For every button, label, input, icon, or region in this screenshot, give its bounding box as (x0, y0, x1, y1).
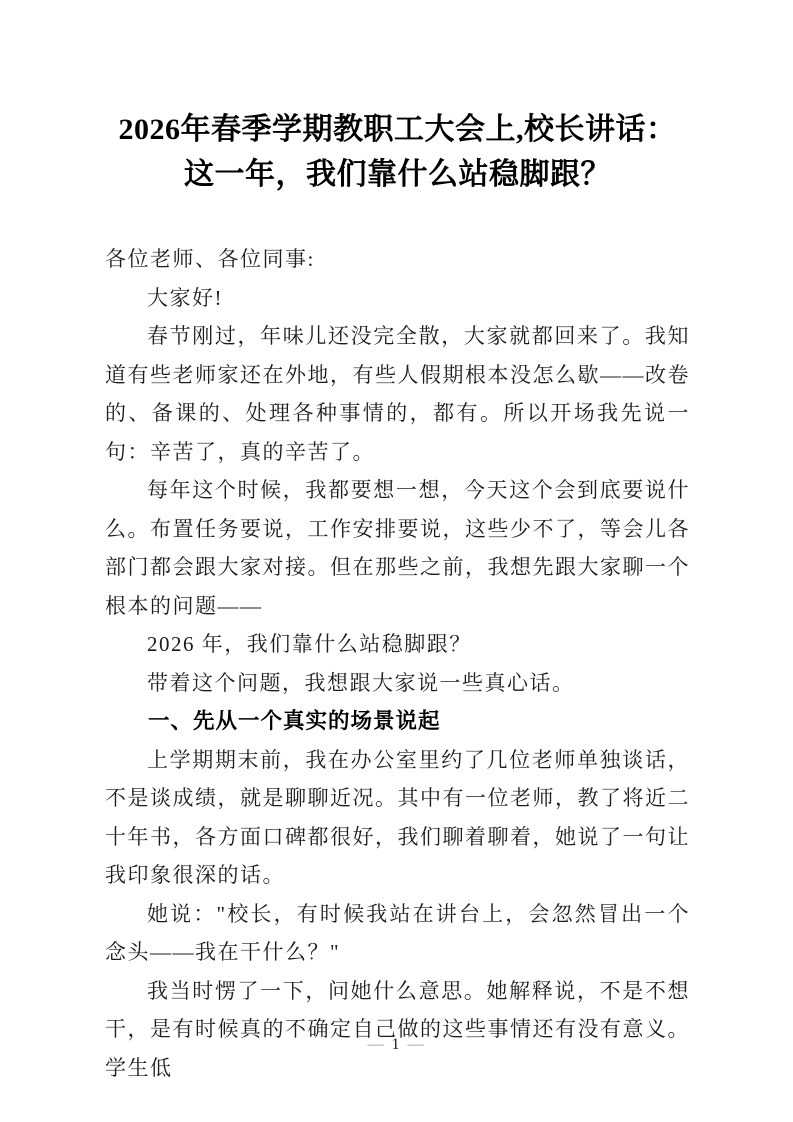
page-footer (0, 1036, 793, 1054)
footer-dash-right: — (407, 1036, 426, 1053)
paragraph: 我当时愣了一下，问她什么意思。她解释说，不是不想干，是有时候真的不确定自己做的这些事情还有没有意义。学生低 (105, 978, 690, 1080)
page-number: 1 (391, 1036, 402, 1053)
document-body (105, 240, 690, 1087)
footer-dash-left: — (367, 1036, 386, 1053)
paragraph: 带着这个问题，我想跟大家说一些真心话。 (147, 670, 575, 695)
title-line-2: 这一年，我们靠什么站稳脚跟？ (184, 158, 611, 191)
paragraph: 每年这个时候，我都要想一想，今天这个会到底要说什么。布置任务要说，工作安排要说，这些少不了，等会儿各部门都会跟大家对接。但在那些之前，我想先跟大家聊一个根本的问题—— (105, 478, 690, 618)
section-heading: 一、先从一个真实的场景说起 (148, 709, 441, 733)
paragraph: 2026 年，我们靠什么站稳脚跟？ (147, 632, 472, 656)
paragraph: 春节刚过，年味儿还没完全散，大家就都回来了。我知道有些老师家还在外地，有些人假期根本没怎么歇——改卷的、备课的、处理各种事情的，都有。所以开场我先说一句：辛苦了，真的辛苦了。 (105, 324, 690, 464)
paragraph: 上学期期末前，我在办公室里约了几位老师单独谈话，不是谈成绩，就是聊聊近况。其中有一位老师，教了将近二十年书，各方面口碑都很好，我们聊着聊着，她说了一句让我印象很深的话。 (105, 747, 690, 887)
paragraph: 她说："校长，有时候我站在讲台上，会忽然冒出一个念头——我在干什么？" (105, 901, 690, 964)
salutation: 各位老师、各位同事: (105, 247, 315, 271)
title-line-1: 2026年春季学期教职工大会上,校长讲话： (118, 113, 677, 146)
paragraph: 大家好! (147, 285, 223, 310)
document-title (105, 107, 690, 197)
